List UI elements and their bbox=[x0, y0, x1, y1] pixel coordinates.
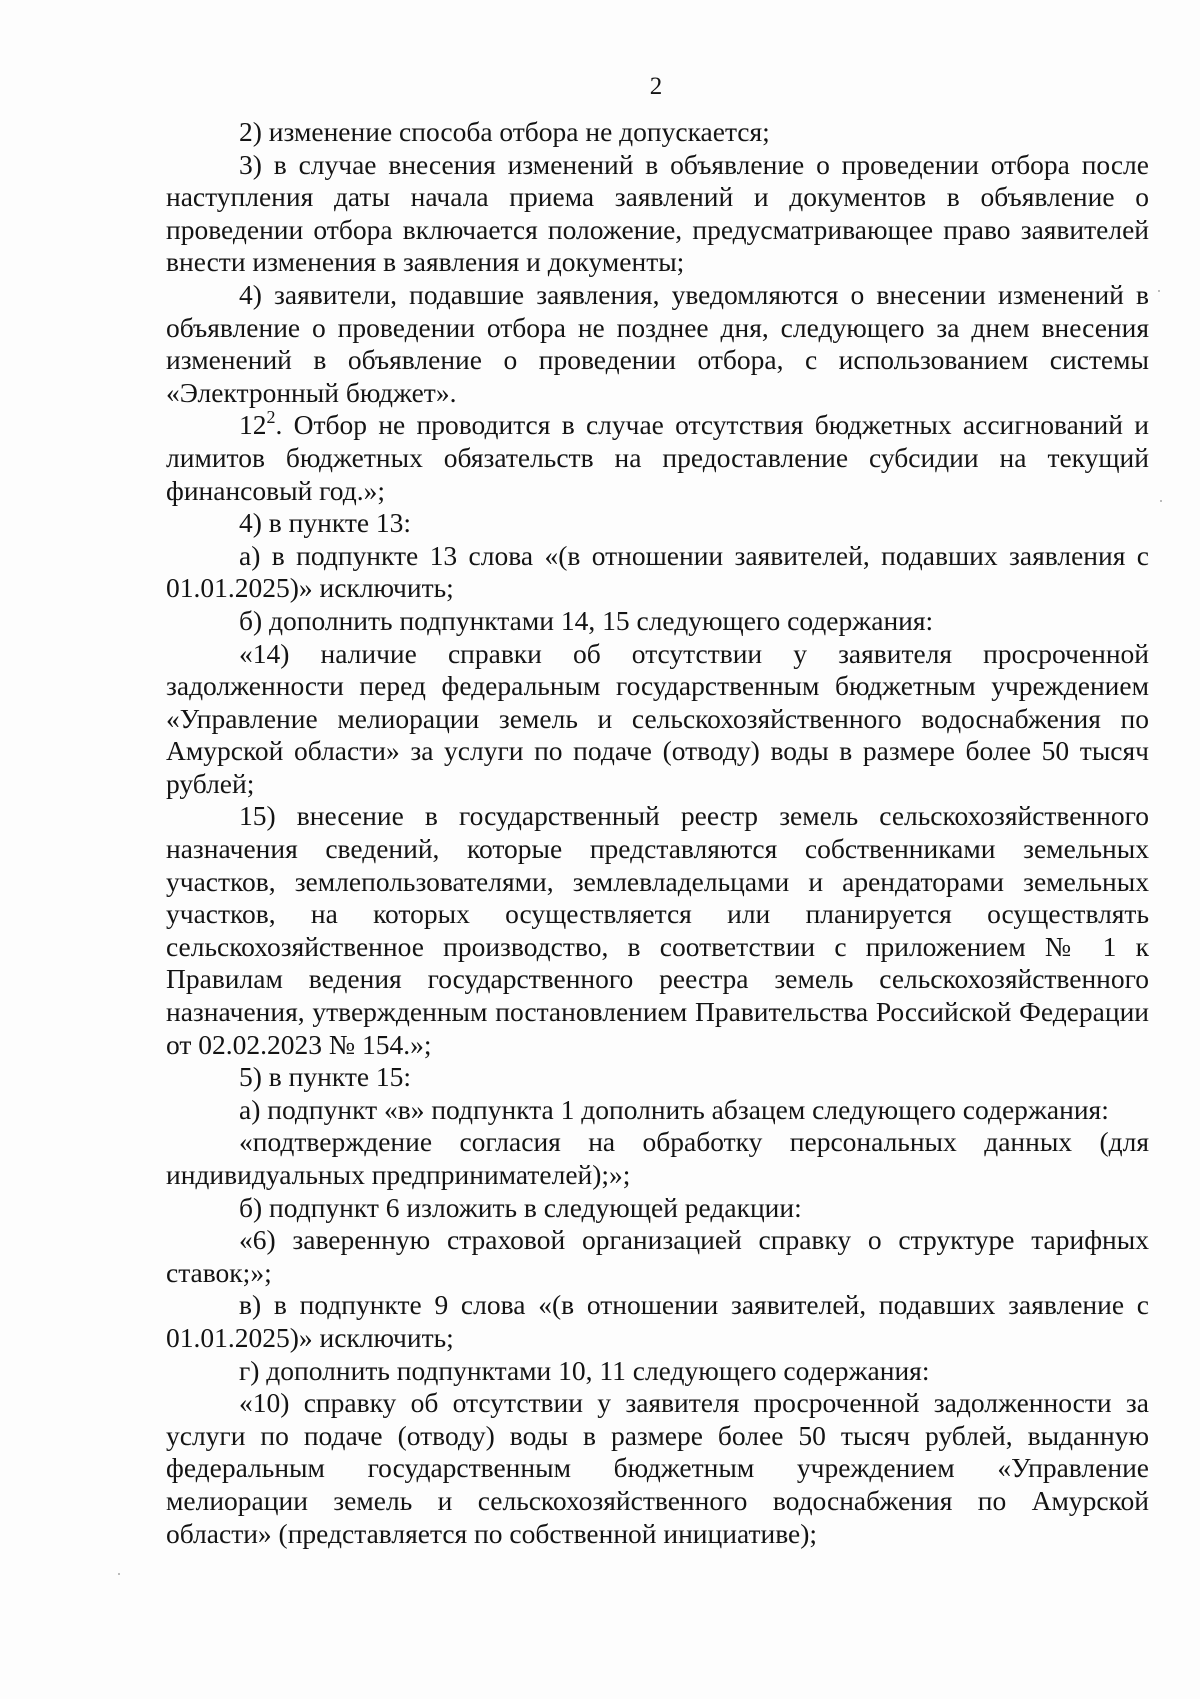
paragraph: 3) в случае внесения изменений в объявление о проведении отбора после наступления даты начала приема заявлений и документов в объявление о проведении отбора включается положение, предусматривающее право заявителей внести изменения в заявления и документы; bbox=[166, 148, 1149, 278]
paragraph-12-2 bbox=[166, 409, 1149, 507]
paragraph: «10) справку об отсутствии у заявителя просроченной задолженности за услуги по подаче (отводу) воды в размере более 50 тысяч рублей, выданную федеральным государственным бюджетным учреждением «Управление мелиорации земель и сельскохозяйственного водоснабжения по Амурской области» (представляется по собственной инициативе); bbox=[166, 1387, 1149, 1549]
paragraph: 15) внесение в государственный реестр земель сельскохозяйственного назначения сведений, которые представляются собственниками земельных участков, землепользователями, землевладельцами и арендаторами земельных участков, на которых осуществляется или планируется осуществлять сельскохозяйственное производство, в соответствии с приложением № 1 к Правилам ведения государственного реестра земель сельскохозяйственного назначения, утвержденным постановлением Правительства Российской Федерации от 02.02.2023 № 154.»; bbox=[166, 800, 1149, 1060]
paragraph: «6) заверенную страховой организацией справку о структуре тарифных ставок;»; bbox=[166, 1224, 1149, 1288]
paragraph: 4) заявители, подавшие заявления, уведомляются о внесении изменений в объявление о проведении отбора не позднее дня, следующего за днем внесения изменений в объявление о проведении отбора, с использованием системы «Электронный бюджет». bbox=[166, 278, 1149, 408]
paragraph: г) дополнить подпунктами 10, 11 следующего содержания: bbox=[239, 1354, 930, 1386]
scan-speck bbox=[1158, 290, 1160, 292]
paragraph: «подтверждение согласия на обработку персональных данных (для индивидуальных предпринимателей);»; bbox=[166, 1126, 1149, 1190]
paragraph: 4) в пункте 13: bbox=[239, 507, 412, 539]
paragraph: б) подпункт 6 изложить в следующей редакции: bbox=[239, 1191, 802, 1223]
scan-speck bbox=[1160, 500, 1162, 502]
paragraph-superscript: 2 bbox=[266, 407, 276, 428]
document-body bbox=[166, 116, 1149, 1550]
scan-speck bbox=[118, 1573, 120, 1575]
page-number: 2 bbox=[649, 73, 663, 100]
paragraph: 5) в пункте 15: bbox=[239, 1061, 412, 1093]
paragraph: б) дополнить подпунктами 14, 15 следующего содержания: bbox=[239, 604, 934, 636]
paragraph: в) в подпункте 9 слова «(в отношении заявителей, подавших заявление с 01.01.2025)» исключить; bbox=[166, 1289, 1149, 1353]
paragraph: «14) наличие справки об отсутствии у заявителя просроченной задолженности перед федеральным государственным бюджетным учреждением «Управление мелиорации земель и сельскохозяйственного водоснабжения по Амурской области» за услуги по подаче (отводу) воды в размере более 50 тысяч рублей; bbox=[166, 637, 1149, 799]
paragraph-text: . Отбор не проводится в случае отсутствия бюджетных ассигнований и лимитов бюджетных обязательств на предоставление субсидии на текущий финансовый год.»; bbox=[166, 409, 1149, 506]
paragraph: 2) изменение способа отбора не допускается; bbox=[239, 116, 770, 147]
paragraph-number: 12 bbox=[239, 409, 267, 441]
paragraph: а) подпункт «в» подпункта 1 дополнить абзацем следующего содержания: bbox=[239, 1093, 1109, 1125]
paragraph: а) в подпункте 13 слова «(в отношении заявителей, подавших заявления с 01.01.2025)» исключить; bbox=[166, 539, 1149, 604]
